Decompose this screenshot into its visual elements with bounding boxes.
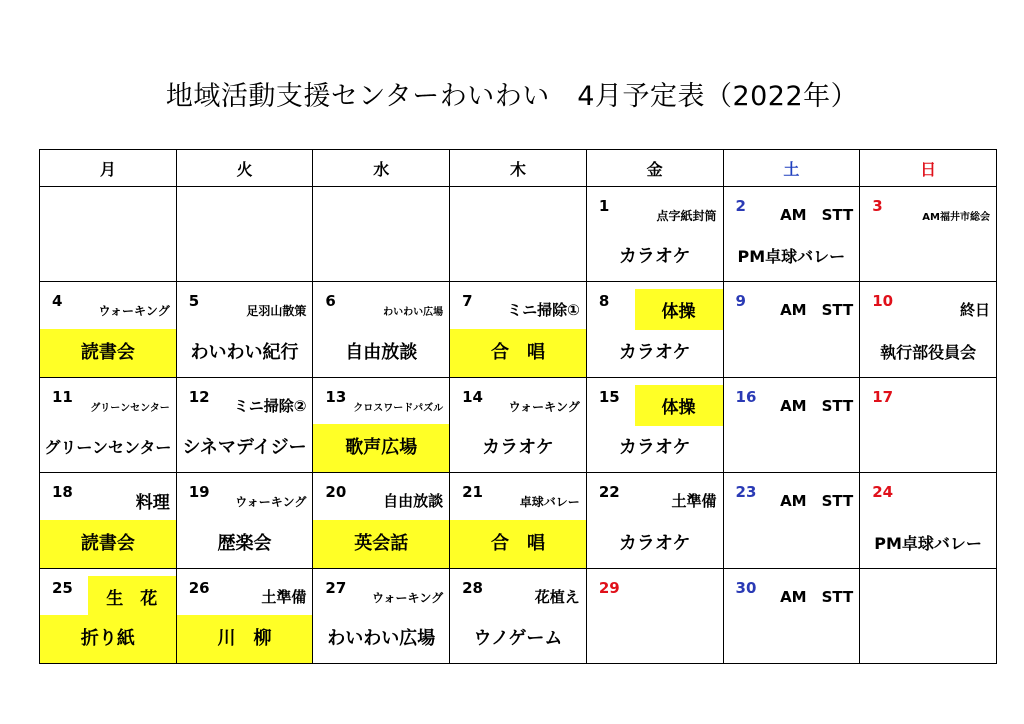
weekday-header: 日 — [860, 150, 997, 187]
day-number: 17 — [872, 387, 894, 406]
day-number: 20 — [325, 483, 347, 502]
day-note: 卓球バレー — [519, 495, 580, 510]
day-number: 6 — [325, 292, 336, 311]
day-cell — [860, 473, 997, 568]
weekday-header: 木 — [450, 150, 587, 187]
day-cell — [313, 568, 450, 663]
day-cell — [176, 568, 313, 663]
day-number: 8 — [598, 292, 610, 311]
day-number: 11 — [52, 387, 73, 406]
day-event: わいわい紀行 — [190, 341, 299, 363]
day-number: 18 — [52, 483, 73, 502]
day-note: ミニ掃除① — [507, 301, 580, 320]
day-event: 折り紙 — [40, 615, 176, 663]
calendar-table — [39, 149, 997, 664]
day-note: 終日 — [959, 301, 990, 320]
day-number: 23 — [735, 483, 757, 502]
day-note: 体操 — [635, 385, 723, 426]
day-note: ウォーキング — [508, 399, 580, 414]
day-cell — [860, 282, 997, 377]
day-number: 12 — [188, 387, 210, 406]
day-cell — [176, 282, 313, 377]
weekday-header: 土 — [723, 150, 860, 187]
day-note: ウォーキング — [235, 495, 307, 510]
day-number: 27 — [325, 578, 347, 597]
day-cell — [40, 377, 177, 472]
day-event: わいわい広場 — [327, 628, 436, 649]
calendar-body — [40, 187, 997, 664]
day-note: グリーンセンター — [90, 402, 170, 414]
day-cell — [176, 377, 313, 472]
day-cell — [723, 473, 860, 568]
day-event: シネマデイジー — [182, 437, 307, 459]
day-event: 合 唱 — [450, 520, 586, 568]
day-cell — [313, 473, 450, 568]
weekday-header: 月 — [40, 150, 177, 187]
day-note: AM STT — [780, 206, 854, 224]
day-event: グリーンセンター — [44, 438, 172, 458]
day-number: 26 — [188, 578, 210, 597]
day-cell — [450, 473, 587, 568]
day-note: わいわい広場 — [383, 307, 444, 319]
day-event: PM卓球バレー — [737, 247, 846, 267]
day-cell — [40, 568, 177, 663]
day-number: 28 — [462, 578, 483, 597]
day-number: 1 — [598, 197, 610, 215]
day-note: クロスワードパズル — [353, 402, 444, 414]
day-cell — [860, 187, 997, 282]
day-number: 16 — [735, 387, 757, 406]
day-note: 花植え — [534, 587, 580, 606]
weekday-header: 金 — [586, 150, 723, 187]
weekday-header: 水 — [313, 150, 450, 187]
day-event: カラオケ — [618, 246, 691, 268]
day-note: ミニ掃除② — [233, 396, 307, 415]
day-cell — [723, 282, 860, 377]
day-cell — [40, 282, 177, 377]
day-note: 足羽山散策 — [246, 304, 307, 319]
day-number: 21 — [462, 483, 483, 502]
empty-day-cell — [860, 568, 997, 663]
day-event: ウノゲーム — [473, 628, 563, 649]
day-number: 29 — [598, 578, 620, 597]
day-number: 9 — [735, 292, 746, 311]
day-number: 30 — [735, 578, 757, 597]
day-cell — [313, 377, 450, 472]
day-number: 19 — [188, 483, 210, 502]
weekday-header: 火 — [176, 150, 313, 187]
day-number: 24 — [872, 483, 894, 502]
week-row — [40, 377, 997, 472]
day-number: 25 — [52, 578, 73, 597]
day-note: AM STT — [780, 587, 854, 606]
day-event: カラオケ — [618, 341, 691, 363]
day-event: 読書会 — [40, 520, 176, 568]
day-number: 5 — [188, 292, 200, 311]
day-cell — [586, 473, 723, 568]
day-note: AM STT — [780, 301, 854, 320]
day-cell — [450, 568, 587, 663]
week-row — [40, 473, 997, 568]
day-note: ウォーキング — [371, 590, 444, 605]
day-note: ウォーキング — [98, 304, 170, 319]
week-row — [40, 187, 997, 282]
day-cell — [176, 473, 313, 568]
week-row — [40, 568, 997, 663]
day-event: 歌声広場 — [313, 424, 449, 472]
empty-day-cell — [313, 187, 450, 282]
day-number: 15 — [598, 387, 620, 406]
day-event: 英会話 — [313, 520, 449, 568]
day-event: 合 唱 — [450, 329, 586, 377]
day-cell — [40, 473, 177, 568]
day-number: 10 — [872, 292, 894, 311]
day-cell — [860, 377, 997, 472]
day-note: AM福井市総会 — [922, 212, 990, 223]
day-note: 土準備 — [671, 492, 717, 511]
day-cell — [723, 187, 860, 282]
day-number: 4 — [52, 292, 63, 311]
day-event: 読書会 — [40, 329, 176, 377]
day-cell — [723, 377, 860, 472]
day-number: 7 — [462, 292, 473, 311]
weekday-header-row — [40, 150, 997, 187]
day-note: 土準備 — [261, 587, 307, 606]
empty-day-cell — [176, 187, 313, 282]
day-note: 体操 — [635, 289, 723, 330]
day-event: 歴楽会 — [217, 532, 272, 554]
empty-day-cell — [40, 187, 177, 282]
day-cell — [586, 568, 723, 663]
day-note: 生 花 — [88, 576, 176, 617]
day-note: 自由放談 — [383, 492, 444, 511]
day-cell — [586, 187, 723, 282]
day-event: カラオケ — [482, 437, 554, 459]
day-cell — [450, 282, 587, 377]
day-number: 14 — [462, 387, 483, 406]
day-cell — [586, 282, 723, 377]
day-event: カラオケ — [618, 437, 691, 459]
page-title: 地域活動支援センターわいわい 4月予定表（2022年） — [165, 81, 859, 112]
day-note: 点字紙封筒 — [656, 209, 717, 223]
day-cell — [586, 377, 723, 472]
empty-day-cell — [450, 187, 587, 282]
day-number: 3 — [872, 197, 883, 215]
day-cell — [450, 377, 587, 472]
day-event: 自由放談 — [345, 341, 418, 363]
day-note: 料理 — [135, 493, 170, 514]
week-row — [40, 282, 997, 377]
day-note: AM STT — [780, 492, 854, 511]
day-number: 13 — [325, 387, 347, 406]
day-note: AM STT — [780, 396, 854, 415]
day-event: 執行部役員会 — [880, 342, 977, 362]
day-cell — [723, 568, 860, 663]
day-event: カラオケ — [618, 532, 691, 554]
day-event: PM卓球バレー — [874, 533, 982, 553]
day-number: 22 — [598, 483, 620, 502]
day-cell — [313, 282, 450, 377]
day-event: 川 柳 — [177, 615, 313, 663]
day-number: 2 — [735, 197, 746, 215]
